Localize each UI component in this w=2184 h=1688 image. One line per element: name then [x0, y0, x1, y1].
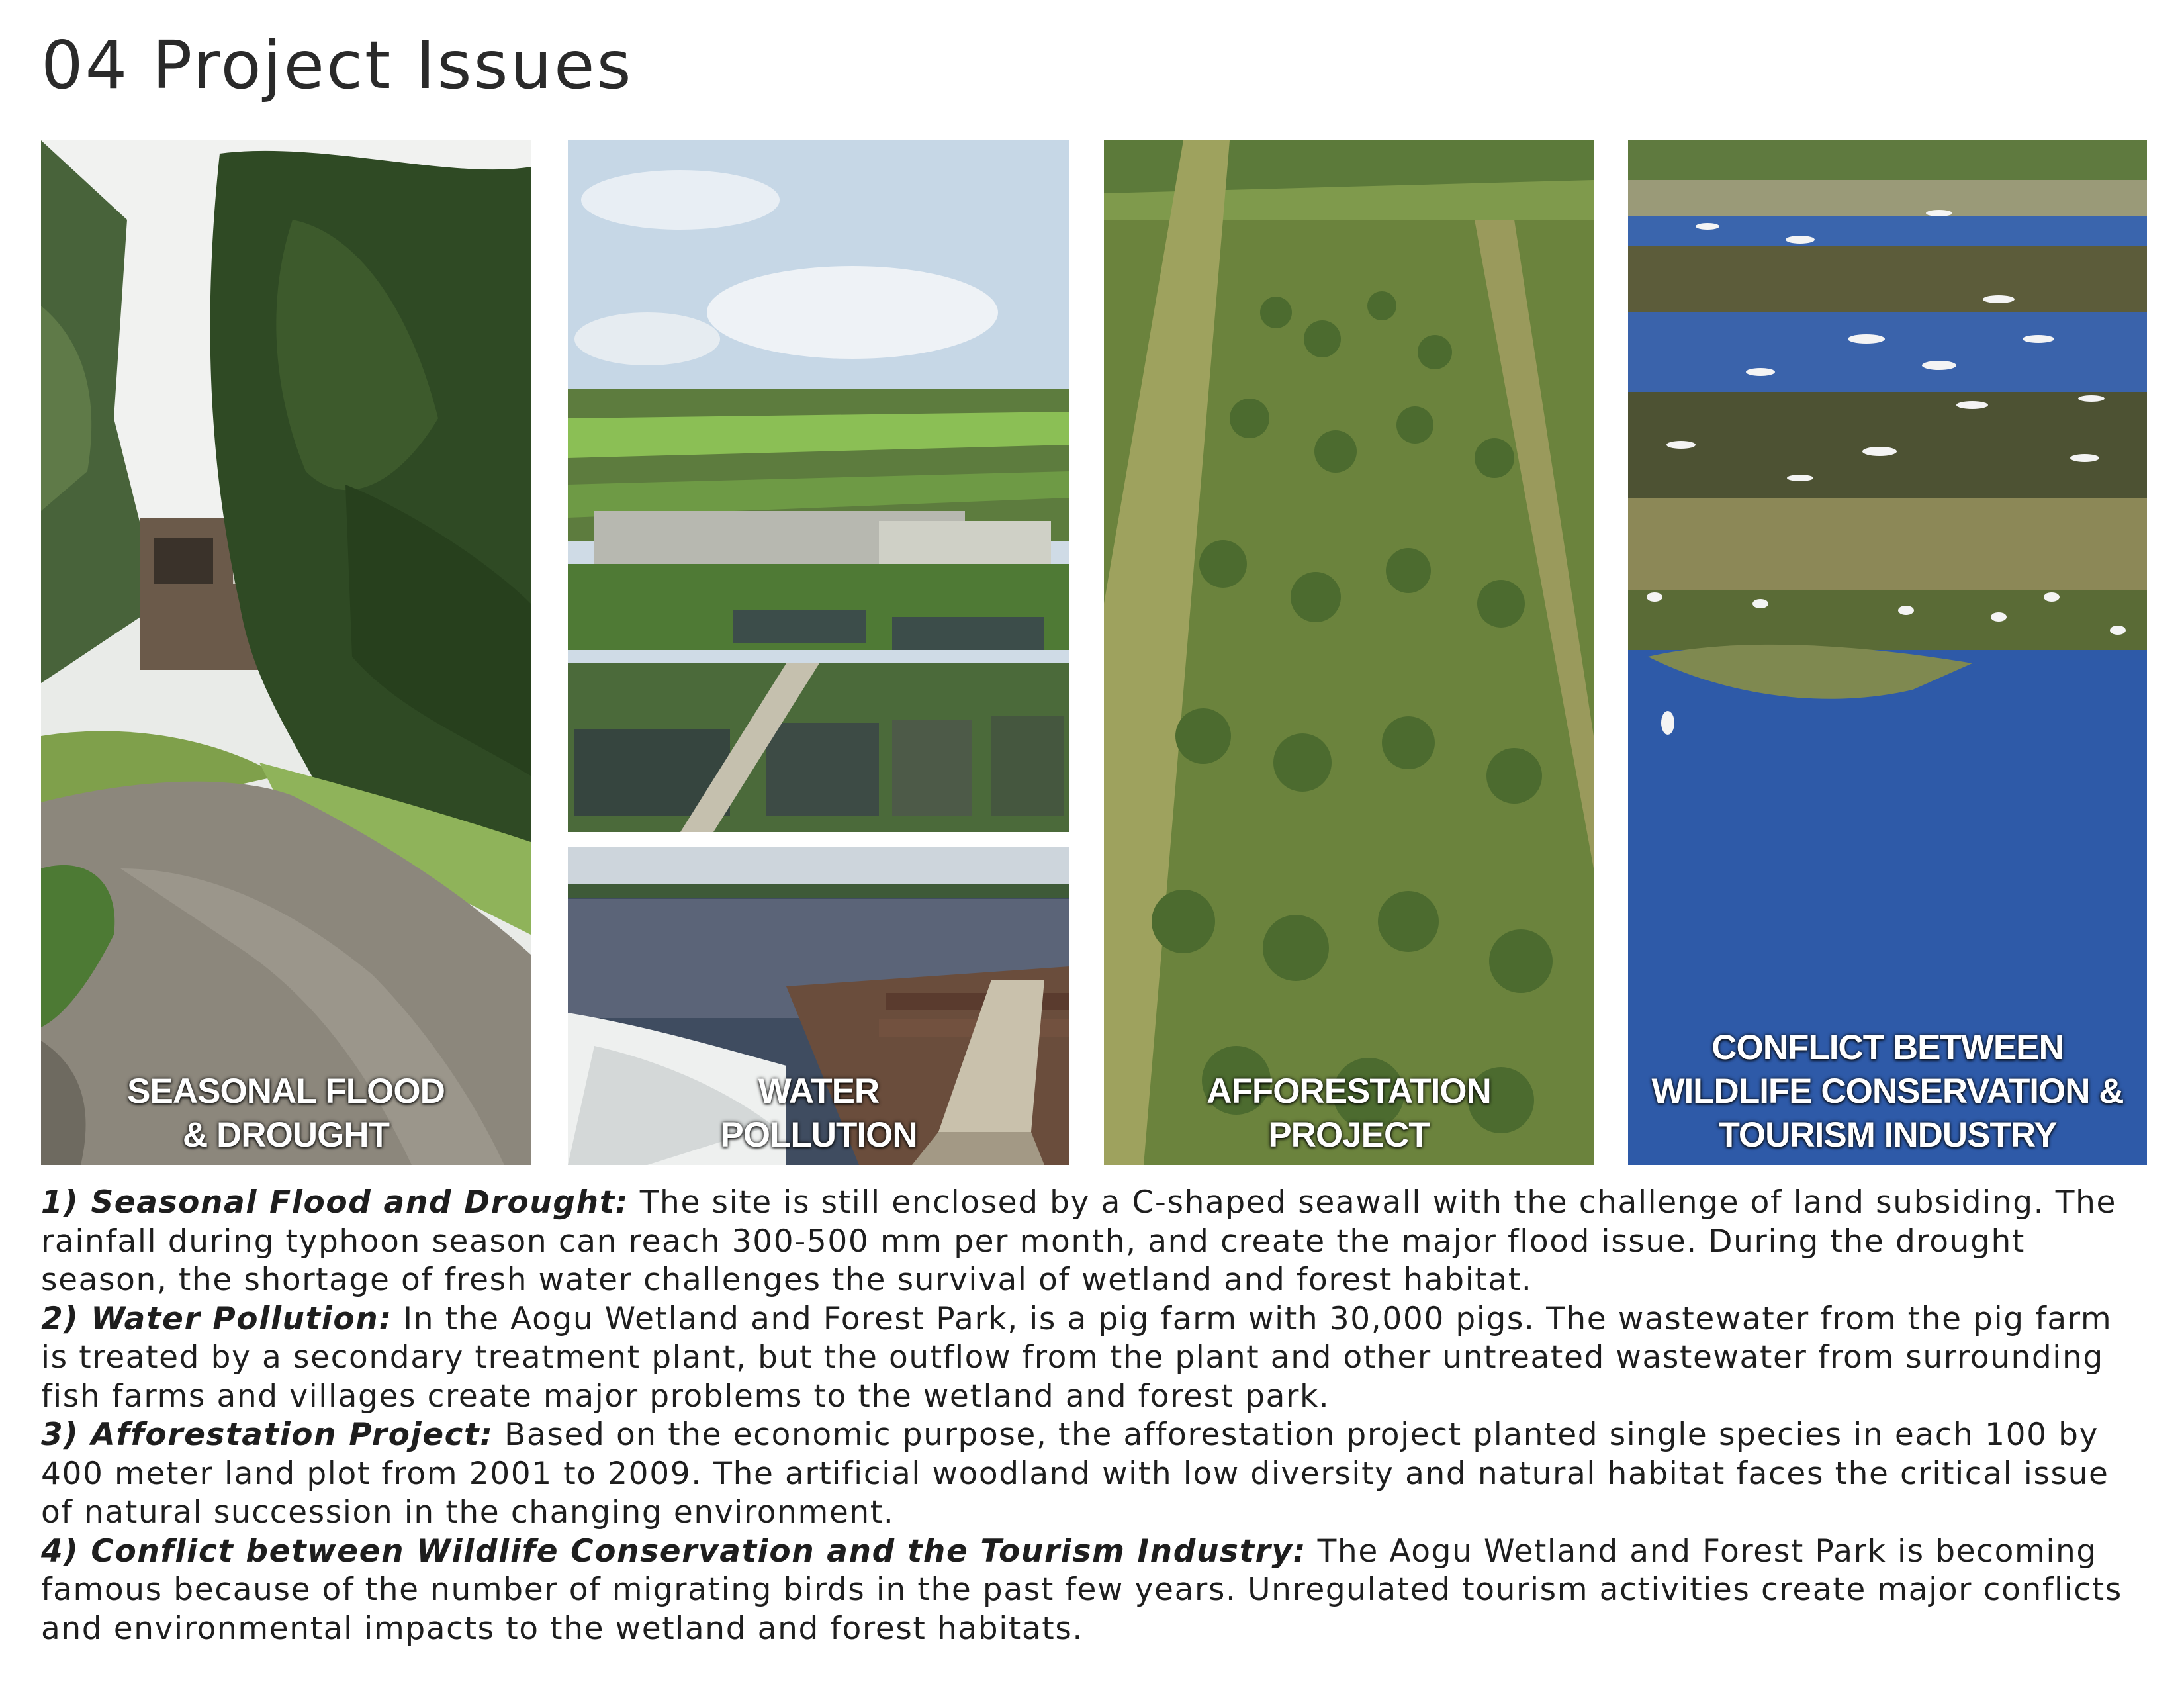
afforestation-photo — [1104, 140, 1594, 1165]
afforestation-caption: AFFORESTATION PROJECT — [1206, 1072, 1491, 1154]
page-title: 04 Project Issues — [41, 26, 633, 104]
issues-description — [41, 1184, 2146, 1648]
water-pollution-caption: WATER POLLUTION — [720, 1072, 917, 1154]
issue-flood-drought: 1) Seasonal Flood and Drought: The site is still enclosed by a C-shaped seawall with the challenge of land subsiding. The rainfall during typhoon season can reach 300-500 mm per month, and create the major flood issue. During the drought season, the shortage of fresh water challenges the survival of wetland and forest habitat. — [41, 1184, 2116, 1298]
wetland-birds-photo — [1628, 140, 2147, 1165]
wastewater-outflow-photo — [568, 847, 1069, 1165]
farm-landscape-image — [568, 140, 1069, 832]
aerial-farm-photo — [568, 140, 1069, 832]
planted-forest-image — [1104, 140, 1594, 1165]
issue-afforestation: 3) Afforestation Project: Based on the economic purpose, the afforestation project planted single species in each 100 by 400 meter land plot from 2001 to 2009. The artificial woodland with low diversity and natural habitat faces the critical issue of natural succession in the changing environment. — [41, 1417, 2109, 1530]
flooded-path-photo — [41, 140, 531, 1165]
conflict-caption: CONFLICT BETWEEN WILDLIFE CONSERVATION & TOURISM INDUSTRY — [1651, 1028, 2124, 1154]
issue-water-pollution: 2) Water Pollution: In the Aogu Wetland and Forest Park, is a pig farm with 30,000 pigs. The wastewater from the pig farm is treated by a secondary treatment plant, but the outflow from the plant and other untreated wastewater from surrounding fish farms and villages create major problems to the wetland and forest park. — [41, 1300, 2113, 1415]
wetland-image — [1628, 140, 2147, 1165]
flood-drought-photo — [41, 140, 531, 1165]
flood-drought-caption: SEASONAL FLOOD & DROUGHT — [127, 1072, 445, 1154]
issue-conflict: 4) Conflict between Wildlife Conservation and the Tourism Industry: The Aogu Wetland and Forest Park is becoming famous because of the number of migrating birds in the past few years. Unregulated tourism activities create major conflicts and environmental impacts to the wetland and forest habitats. — [41, 1532, 2122, 1647]
